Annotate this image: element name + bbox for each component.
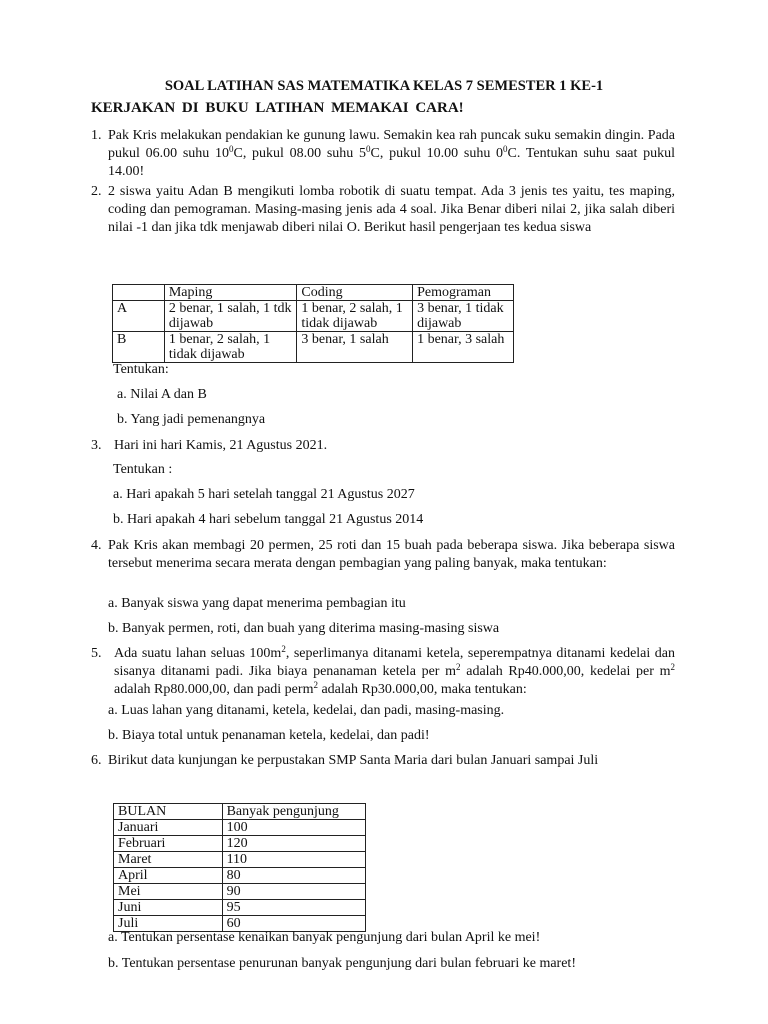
table-header-cell: Banyak pengunjung <box>222 804 365 820</box>
question-number: 2. <box>91 184 102 199</box>
table-cell: April <box>114 868 223 884</box>
table-row <box>114 900 366 916</box>
tentukan-label: Tentukan : <box>113 462 173 477</box>
question-number: 6. <box>91 753 102 768</box>
sub-question-b: b. Yang jadi pemenangnya <box>117 412 266 427</box>
question-number: 1. <box>91 128 102 143</box>
visitor-table <box>113 803 366 932</box>
question-text: Ada suatu lahan seluas $100m^2$, seperlimanya ditanami ketela, seperempatnya ditanami kedelai dan sisanya ditanami padi. Jika biaya penanaman ketela per $m^2$ adalah Rp40.000,00, kedelai per $m^2$ adalah Rp80.000,00, dan padi perm$^2$ adalah Rp30.000,00, maka tentukan: <box>114 644 675 697</box>
table-cell: 1 benar, 2 salah, 1 tidak dijawab <box>297 301 413 332</box>
table-cell: 80 <box>222 868 365 884</box>
question-6 <box>91 752 675 770</box>
sub-question-a: a. Banyak siswa yang dapat menerima pembagian itu <box>108 596 406 611</box>
sub-question-a: a. Nilai A dan B <box>117 387 207 402</box>
table-header-cell: Maping <box>164 285 297 301</box>
sub-question-b: b. Hari apakah 4 hari sebelum tanggal 21 Agustus 2014 <box>113 512 424 527</box>
question-5 <box>91 645 675 699</box>
table-cell: 90 <box>222 884 365 900</box>
table-cell: Juli <box>114 916 223 932</box>
table-cell: Juni <box>114 900 223 916</box>
table-cell: Februari <box>114 836 223 852</box>
table-row <box>114 884 366 900</box>
instruction: KERJAKAN DI BUKU LATIHAN MEMAKAI CARA! <box>91 100 464 116</box>
table-row <box>114 852 366 868</box>
question-number: 4. <box>91 538 102 553</box>
question-3 <box>91 437 675 455</box>
question-text: 2 siswa yaitu Adan B mengikuti lomba robotik di suatu tempat. Ada 3 jenis tes yaitu, tes maping, coding dan pemograman. Masing-masing jenis ada 4 soal. Jika Benar diberi nilai 2, jika salah diberi nilai -1 dan jika tdk menjawab diberi nilai O. Berikut hasil pengerjaan tes kedua siswa <box>108 184 675 235</box>
table-cell: 1 benar, 2 salah, 1 tidak dijawab <box>164 332 297 363</box>
table-cell: 1 benar, 3 salah <box>413 332 514 363</box>
table-cell: 2 benar, 1 salah, 1 tdk dijawab <box>164 301 297 332</box>
table-cell: 120 <box>222 836 365 852</box>
table-cell: 3 benar, 1 salah <box>297 332 413 363</box>
table-cell: 3 benar, 1 tidak dijawab <box>413 301 514 332</box>
tentukan-label: Tentukan: <box>113 362 169 377</box>
table-cell: 110 <box>222 852 365 868</box>
question-text: Pak Kris akan membagi 20 permen, 25 roti dan 15 buah pada beberapa siswa. Jika beberapa siswa tersebut menerima secara merata dengan pembagian yang paling banyak, maka tentukan: <box>108 538 675 571</box>
table-header-cell: Pemograman <box>413 285 514 301</box>
table-cell: 60 <box>222 916 365 932</box>
sub-question-a: a. Hari apakah 5 hari setelah tanggal 21 Agustus 2027 <box>113 487 415 502</box>
sub-question-b: b. Tentukan persentase penurunan banyak pengunjung dari bulan februari ke maret! <box>108 956 576 971</box>
table-row <box>114 836 366 852</box>
question-1 <box>91 127 675 181</box>
table-cell: B <box>113 332 165 363</box>
sub-question-b: b. Banyak permen, roti, dan buah yang diterima masing-masing siswa <box>108 621 500 636</box>
sub-question-a: a. Luas lahan yang ditanami, ketela, kedelai, dan padi, masing-masing. <box>108 703 505 718</box>
table-cell: A <box>113 301 165 332</box>
table-header-cell: BULAN <box>114 804 223 820</box>
table-cell: 95 <box>222 900 365 916</box>
table-row <box>114 868 366 884</box>
table-header-cell: Coding <box>297 285 413 301</box>
table-row <box>113 301 514 332</box>
page-title: SOAL LATIHAN SAS MATEMATIKA KELAS 7 SEMESTER 1 KE-1 <box>164 78 604 94</box>
table-row <box>113 332 514 363</box>
question-text: Hari ini hari Kamis, 21 Agustus 2021. <box>114 438 328 453</box>
sub-question-a: a. Tentukan persentase kenaikan banyak pengunjung dari bulan April ke mei! <box>108 930 541 945</box>
table-header-row <box>113 285 514 301</box>
question-text: Birikut data kunjungan ke perpustakan SMP Santa Maria dari bulan Januari sampai Juli <box>108 753 599 768</box>
question-4 <box>91 537 675 573</box>
table-row <box>114 820 366 836</box>
table-cell: 100 <box>222 820 365 836</box>
table-header-row <box>114 804 366 820</box>
question-number: 3. <box>91 438 102 453</box>
table-cell: Januari <box>114 820 223 836</box>
sub-question-b: b. Biaya total untuk penanaman ketela, kedelai, dan padi! <box>108 728 430 743</box>
question-2 <box>91 183 675 237</box>
robotics-score-table <box>112 284 514 363</box>
table-cell: Maret <box>114 852 223 868</box>
table-header-cell <box>113 285 165 301</box>
table-cell: Mei <box>114 884 223 900</box>
question-text: Pak Kris melakukan pendakian ke gunung lawu. Semakin kea rah puncak suku semakin dingin. Pada pukul 06.00 suhu $10^0C$, pukul 08.00 suhu $5^0C$, pukul 10.00 suhu $0^0C$. Tentukan suhu saat pukul 14.00! <box>108 128 675 179</box>
question-number: 5. <box>91 646 102 661</box>
